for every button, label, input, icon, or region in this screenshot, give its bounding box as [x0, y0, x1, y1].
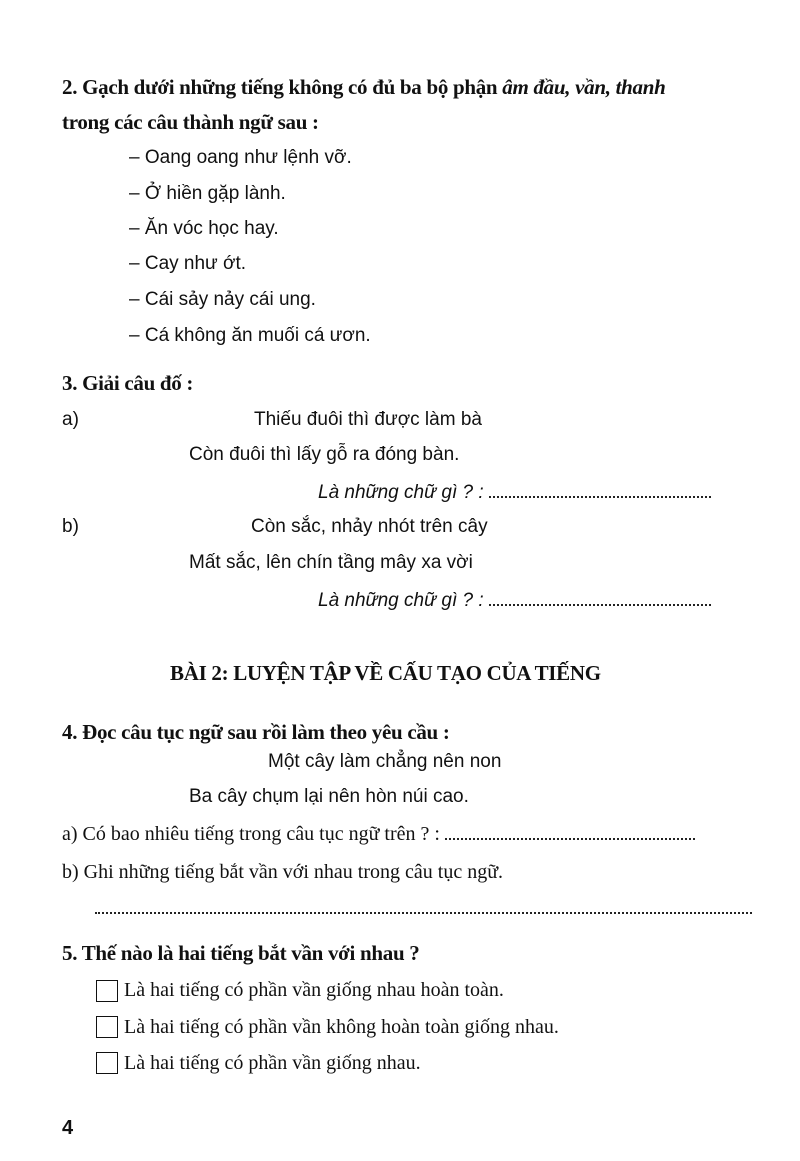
- answer-blank[interactable]: [489, 586, 711, 606]
- option-label: Là hai tiếng có phần vần không hoàn toàn giống nhau.: [124, 1016, 559, 1038]
- answer-prompt: Là những chữ gì ? :: [318, 590, 484, 611]
- answer-blank[interactable]: [445, 820, 695, 840]
- riddle-b-line1: Còn sắc, nhảy nhót trên cây: [251, 516, 488, 537]
- riddle-b-answer: [318, 586, 711, 614]
- q4-a-text: a) Có bao nhiêu tiếng trong câu tục ngữ trên ? :: [62, 823, 440, 845]
- q5-title: 5. Thế nào là hai tiếng bắt vần với nhau ?: [62, 941, 420, 965]
- answer-blank[interactable]: [489, 478, 711, 498]
- q2-item: – Oang oang như lệnh vỡ.: [129, 147, 352, 168]
- riddle-a-line1: Thiếu đuôi thì được làm bà: [254, 409, 482, 430]
- answer-prompt: Là những chữ gì ? :: [318, 482, 484, 503]
- option-checkbox[interactable]: [96, 1052, 118, 1074]
- proverb-line1: Một cây làm chẳng nên non: [268, 751, 502, 772]
- q2-item: – Cái sảy nảy cái ung.: [129, 289, 316, 310]
- q2-item: – Ăn vóc học hay.: [129, 218, 279, 239]
- q3-a-label: a): [62, 409, 79, 430]
- q3-title: 3. Giải câu đố :: [62, 371, 194, 395]
- riddle-a-answer: [318, 478, 711, 506]
- q2-item: – Cá không ăn muối cá ươn.: [129, 325, 371, 346]
- proverb-line2: Ba cây chụm lại nên hòn núi cao.: [189, 786, 469, 807]
- option-label: Là hai tiếng có phần vần giống nhau hoàn toàn.: [124, 979, 504, 1001]
- q2-title-line1: [62, 74, 666, 100]
- q4-b: b) Ghi những tiếng bắt vần với nhau trong câu tục ngữ.: [62, 861, 504, 883]
- riddle-b-line2: Mất sắc, lên chín tầng mây xa vời: [189, 552, 473, 573]
- q4-a: [62, 820, 695, 847]
- q2-title-text: 2. Gạch dưới những tiếng không có đủ ba bộ phận: [62, 75, 503, 99]
- q2-item: – Ở hiền gặp lành.: [129, 183, 286, 204]
- q2-title-line2: trong các câu thành ngữ sau :: [62, 110, 319, 134]
- q3-b-label: b): [62, 516, 79, 537]
- q2-title-italic: âm đầu, vần, thanh: [502, 75, 666, 99]
- lesson-title: BÀI 2: LUYỆN TẬP VỀ CẤU TẠO CỦA TIẾNG: [170, 661, 601, 685]
- option-checkbox[interactable]: [96, 980, 118, 1002]
- page-number: 4: [62, 1117, 74, 1139]
- option-checkbox[interactable]: [96, 1016, 118, 1038]
- q4-title: 4. Đọc câu tục ngữ sau rồi làm theo yêu cầu :: [62, 720, 450, 744]
- riddle-a-line2: Còn đuôi thì lấy gỗ ra đóng bàn.: [189, 444, 460, 465]
- option-label: Là hai tiếng có phần vần giống nhau.: [124, 1052, 421, 1074]
- answer-blank[interactable]: [95, 894, 752, 914]
- q2-item: – Cay như ớt.: [129, 253, 247, 274]
